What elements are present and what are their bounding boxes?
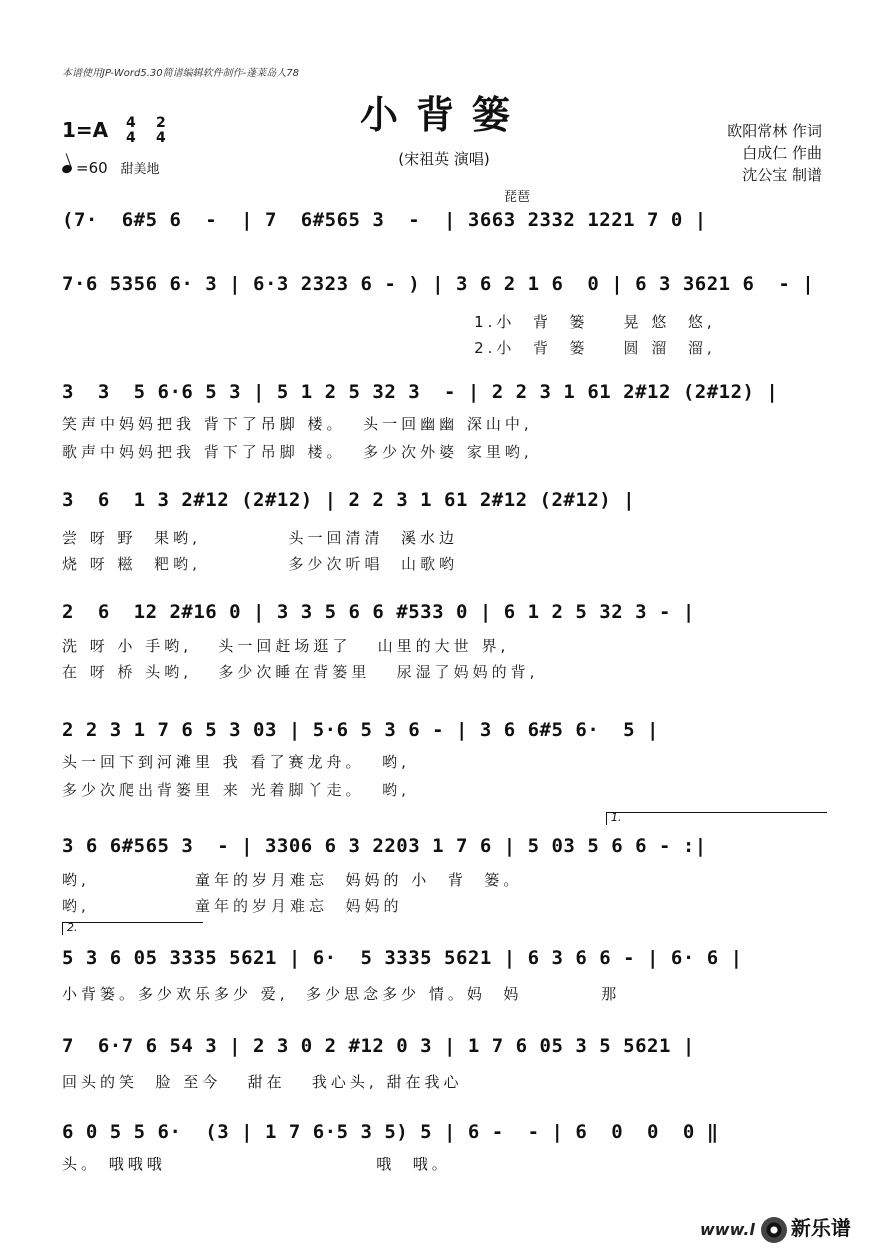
notation-line: (7· 6#5 6 - | 7 6#565 3 - | 3663 2332 1221 7 0 | xyxy=(62,209,707,231)
lyric-line: 小背篓。多少欢乐多少 爱, 多少思念多少 情。妈 妈 那 xyxy=(62,985,621,1003)
notation-line: 7·6 5356 6· 3 | 6·3 2323 6 - ) | 3 6 2 1 6 0 | 6 3 3621 6 - | xyxy=(62,273,815,295)
score-row-8 xyxy=(62,942,828,974)
lyric-line: 头。 哦哦哦 哦 哦。 xyxy=(62,1155,451,1173)
lyric-verse-2: 哟, 童年的岁月难忘 妈妈的 xyxy=(62,897,403,915)
lyric-verse-1: 尝 呀 野 果哟, 头一回清清 溪水边 xyxy=(62,529,459,547)
site-logo xyxy=(700,1212,851,1243)
time-signature-2: 2 4 xyxy=(156,115,166,146)
site-url: www.l xyxy=(700,1220,755,1239)
lyric-verse-2: 歌声中妈妈把我 背下了吊脚 楼。 多少次外婆 家里哟, xyxy=(62,443,533,461)
score-row-5 xyxy=(62,596,828,628)
lyric-verse-1: 洗 呀 小 手哟, 头一回赶场逛了 山里的大世 界, xyxy=(62,637,510,655)
lyric-verse-1: 1.小 背 篓 晃 悠 悠, xyxy=(62,313,716,331)
authors xyxy=(727,120,822,186)
lyric-verse-2: 多少次爬出背篓里 来 光着脚丫走。 哟, xyxy=(62,781,410,799)
composer: 白成仁 作曲 xyxy=(742,144,822,162)
score-row-1 xyxy=(62,204,828,236)
second-ending-bracket: 2. xyxy=(62,922,203,935)
lyric-verse-1: 哟, 童年的岁月难忘 妈妈的 小 背 篓。 xyxy=(62,871,523,889)
score-row-3 xyxy=(62,376,828,408)
lyric-verse-2: 在 呀 桥 头哟, 多少次睡在背篓里 尿湿了妈妈的背, xyxy=(62,663,539,681)
key-signature: 1=A xyxy=(62,118,109,142)
singer-credit: (宋祖英 演唱) xyxy=(398,150,490,168)
brand-name: 新乐谱 xyxy=(790,1216,851,1240)
notation-line: 5 3 6 05 3335 5621 | 6· 5 3335 5621 | 6 3 6 6 - | 6· 6 | xyxy=(62,947,743,969)
time-signature-1: 4 4 xyxy=(126,115,136,146)
tempo-expression: 甜美地 xyxy=(120,162,160,177)
instrument-label: 琵琶 xyxy=(504,190,531,205)
lyric-verse-1: 头一回下到河滩里 我 看了赛龙舟。 哟, xyxy=(62,753,410,771)
notation-line: 7 6·7 6 54 3 | 2 3 0 2 #12 0 3 | 1 7 6 05 3 5 5621 | xyxy=(62,1035,695,1057)
score-row-4 xyxy=(62,484,828,516)
software-credit: 本谱使用JP-Word5.30简谱编辑软件制作-蓬莱岛人78 xyxy=(62,68,299,79)
lyricist: 欧阳常林 作词 xyxy=(727,122,822,140)
notation-line: 3 6 1 3 2#12 (2#12) | 2 2 3 1 61 2#12 (2#12) | xyxy=(62,489,636,511)
notation-line: 6 0 5 5 6· (3 | 1 7 6·5 3 5) 5 | 6 - - | 6 0 0 0 ‖ xyxy=(62,1121,719,1143)
score-row-7 xyxy=(62,830,828,862)
notation-line: 3 6 6#565 3 - | 3306 6 3 2203 1 7 6 | 5 03 5 6 6 - :| xyxy=(62,835,707,857)
score-row-10 xyxy=(62,1116,828,1148)
score-row-9 xyxy=(62,1030,828,1062)
lyric-line: 回头的笑 脸 至今 甜在 我心头, 甜在我心 xyxy=(62,1073,463,1091)
record-disc-icon xyxy=(761,1217,787,1243)
notation-line: 2 6 12 2#16 0 | 3 3 5 6 6 #533 0 | 6 1 2 5 32 3 - | xyxy=(62,601,695,623)
score-row-6 xyxy=(62,714,828,746)
notation-line: 3 3 5 6·6 5 3 | 5 1 2 5 32 3 - | 2 2 3 1 61 2#12 (2#12) | xyxy=(62,381,779,403)
quarter-note-icon xyxy=(61,164,73,175)
song-title: 小背篓 xyxy=(359,92,528,137)
tempo-marking: =60 甜美地 xyxy=(62,158,159,177)
notation-line: 2 2 3 1 7 6 5 3 03 | 5·6 5 3 6 - | 3 6 6#5 6· 5 | xyxy=(62,719,659,741)
score-row-2 xyxy=(62,268,828,300)
lyric-verse-2: 2.小 背 篓 圆 溜 溜, xyxy=(62,339,716,357)
lyric-verse-2: 烧 呀 糍 粑哟, 多少次听唱 山歌哟 xyxy=(62,555,459,573)
transcriber: 沈公宝 制谱 xyxy=(742,166,822,184)
first-ending-bracket: 1. xyxy=(606,812,827,825)
lyric-verse-1: 笑声中妈妈把我 背下了吊脚 楼。 头一回幽幽 深山中, xyxy=(62,415,533,433)
